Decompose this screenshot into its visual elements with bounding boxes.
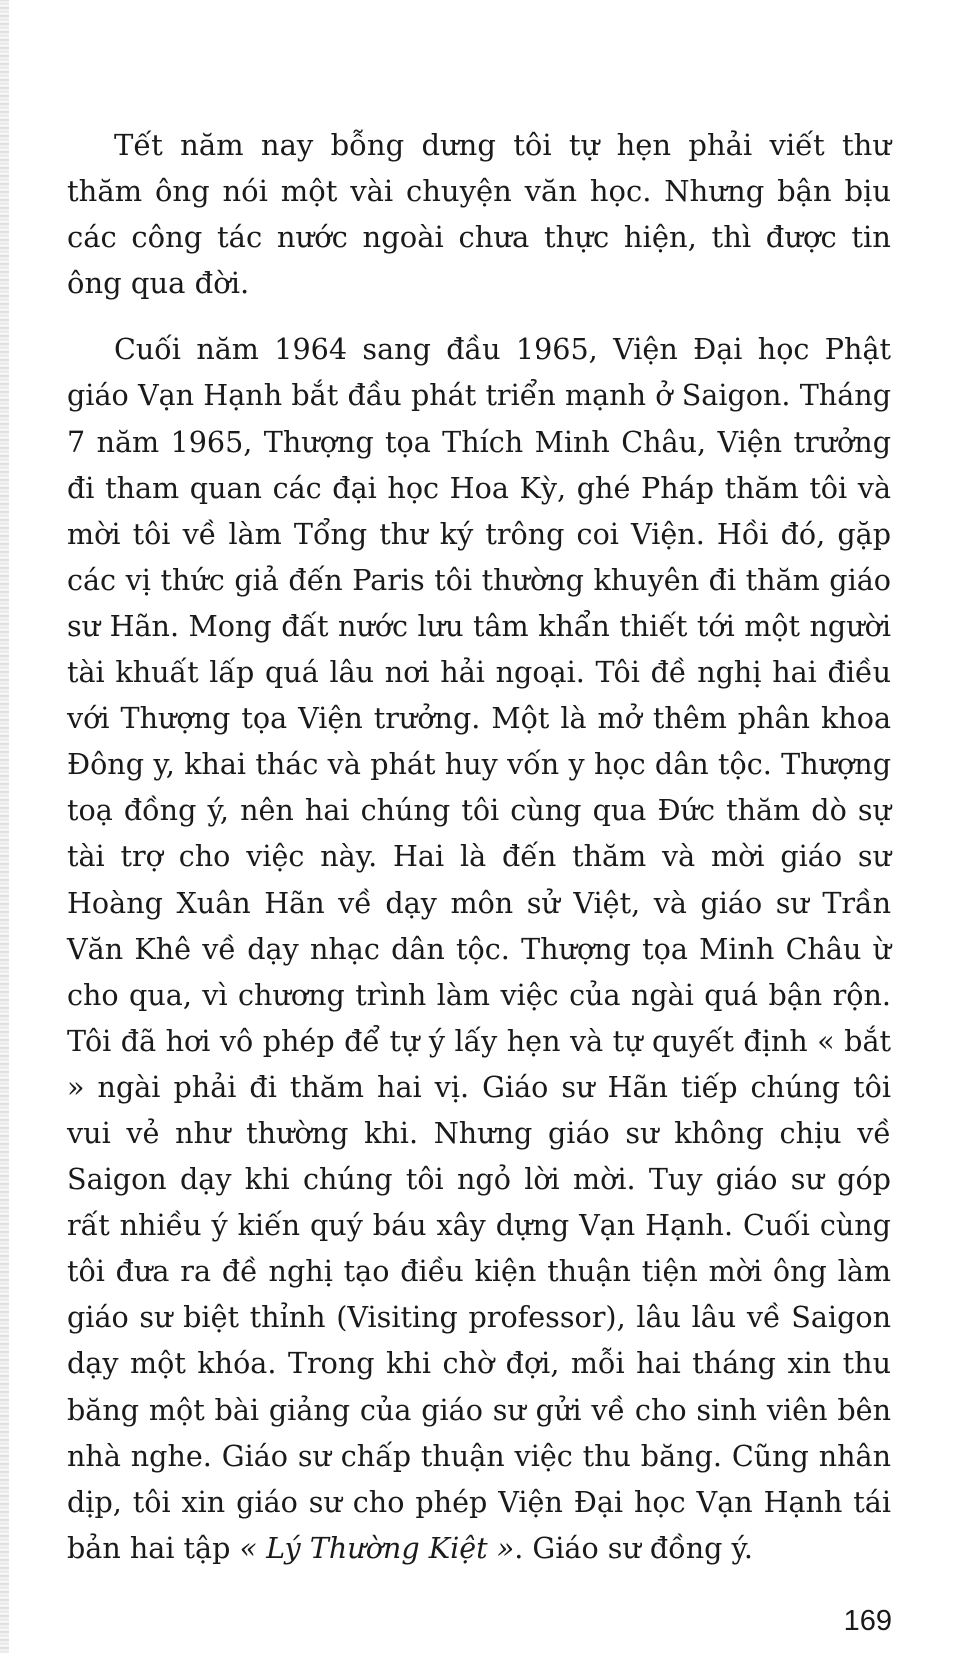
paragraph-2 <box>67 326 891 1571</box>
book-title: « Lý Thường Kiệt » <box>239 1530 515 1565</box>
paragraph-2-ending: . Giáo sư đồng ý. <box>514 1530 753 1565</box>
page-body <box>67 122 891 1571</box>
page-number: 169 <box>843 1605 892 1637</box>
scan-edge-shadow <box>0 0 9 1653</box>
paragraph-1 <box>67 122 891 306</box>
paragraph-2-text: Cuối năm 1964 sang đầu 1965, Viện Đại học Phật giáo Vạn Hạnh bắt đầu phát triển mạnh ở Saigon. Tháng 7 năm 1965, Thượng tọa Thích Minh Châu, Viện trưởng đi tham quan các đại học Hoa Kỳ, ghé Pháp thăm tôi và mời tôi về làm Tổng thư ký trông coi Viện. Hồi đó, gặp các vị thức giả đến Paris tôi thường khuyên đi thăm giáo sư Hãn. Mong đất nước lưu tâm khẩn thiết tới một người tài khuất lấp quá lâu nơi hải ngoại. Tôi đề nghị hai điều với Thượng tọa Viện trưởng. Một là mở thêm phân khoa Đông y, khai thác và phát huy vốn y học dân tộc. Thượng toạ đồng ý, nên hai chúng tôi cùng qua Đức thăm dò sự tài trợ cho việc này. Hai là đến thăm và mời giáo sư Hoàng Xuân Hãn về dạy môn sử Việt, và giáo sư Trần Văn Khê về dạy nhạc dân tộc. Thượng tọa Minh Châu ừ cho qua, vì chương trình làm việc của ngài quá bận rộn. Tôi đã hơi vô phép để tự ý lấy hẹn và tự quyết định « bắt » ngài phải đi thăm hai vị. Giáo sư Hãn tiếp chúng tôi vui vẻ như thường khi. Nhưng giáo sư không chịu về Saigon dạy khi chúng tôi ngỏ lời mời. Tuy giáo sư góp rất nhiều ý kiến quý báu xây dựng Vạn Hạnh. Cuối cùng tôi đưa ra đề nghị tạo điều kiện thuận tiện mời ông làm giáo sư biệt thỉnh (Visiting professor), lâu lâu về Saigon dạy một khóa. Trong khi chờ đợi, mỗi hai tháng xin thu băng một bài giảng của giáo sư gửi về cho sinh viên bên nhà nghe. Giáo sư chấp thuận việc thu băng. Cũng nhân dịp, tôi xin giáo sư cho phép Viện Đại học Vạn Hạnh tái bản hai tập <box>67 332 891 1565</box>
paragraph-1-text: Tết năm nay bỗng dưng tôi tự hẹn phải viết thư thăm ông nói một vài chuyện văn học. Nhưng bận bịu các công tác nước ngoài chưa thực hiện, thì được tin ông qua đời. <box>67 128 891 301</box>
